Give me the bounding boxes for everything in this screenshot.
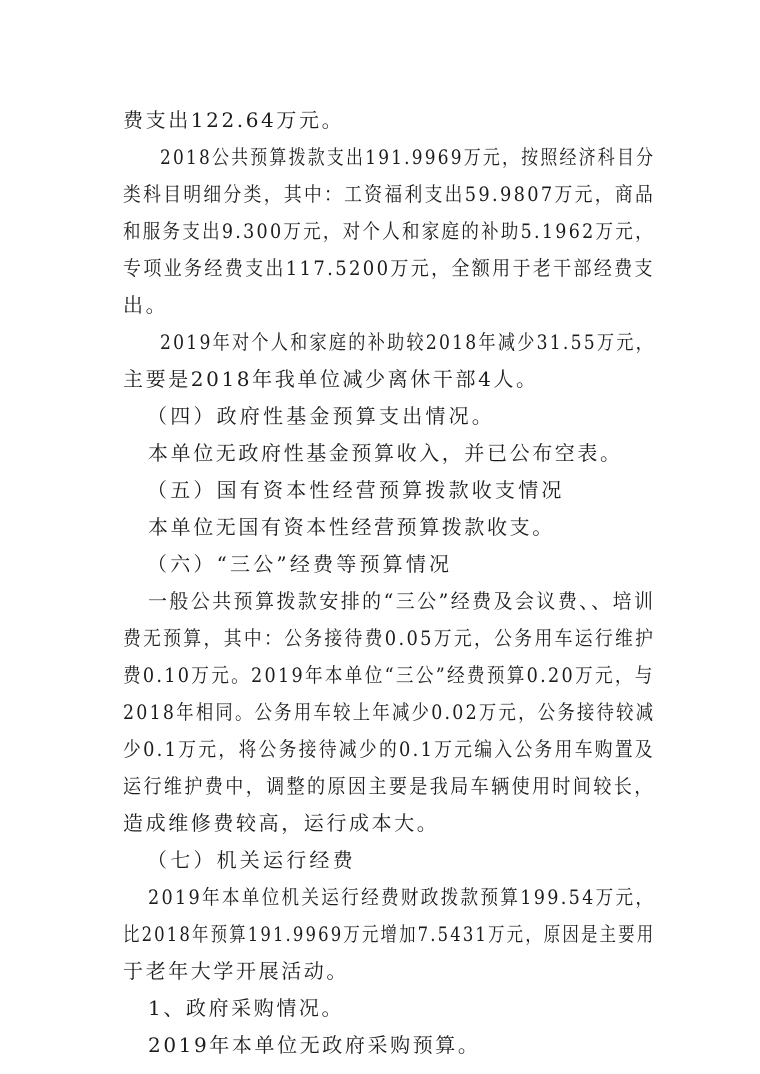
text-line: 出。 bbox=[123, 293, 169, 317]
text-line: 2018年相同。公务用车较上年减少0.02万元，公务接待较减 bbox=[123, 700, 656, 724]
text-line: 和服务支出9.300万元，对个人和家庭的补助5.1962万元， bbox=[123, 219, 655, 243]
section-heading: （六）“三公”经费等预算情况 bbox=[147, 552, 453, 576]
text-line: 费支出122.64万元。 bbox=[123, 108, 345, 132]
section-heading: （四）政府性基金预算支出情况。 bbox=[147, 404, 495, 428]
text-line: 比2018年预算191.9969万元增加7.5431万元，原因是主要用 bbox=[123, 922, 656, 946]
text-line: 费0.10万元。2019年本单位“三公”经费预算0.20万元，与 bbox=[123, 663, 655, 687]
section-heading: （七）机关运行经费 bbox=[147, 848, 356, 872]
text-line: 运行维护费中，调整的原因主要是我局车辆使用时间较长， bbox=[123, 774, 655, 798]
text-line: 专项业务经费支出117.5200万元，全额用于老干部经费支 bbox=[123, 256, 655, 280]
text-line: 少0.1万元，将公务接待减少的0.1万元编入公务用车购置及 bbox=[123, 737, 655, 761]
text-line: 2019年本单位无政府采购预算。 bbox=[148, 1033, 481, 1057]
section-heading: （五）国有资本性经营预算拨款收支情况 bbox=[147, 478, 565, 502]
text-line: 2019年对个人和家庭的补助较2018年减少31.55万元， bbox=[160, 330, 656, 354]
text-line: 1、政府采购情况。 bbox=[148, 996, 345, 1020]
text-line: 2018公共预算拨款支出191.9969万元，按照经济科目分 bbox=[160, 145, 656, 169]
text-line: 2019年本单位机关运行经费财政拨款预算199.54万元， bbox=[148, 885, 656, 909]
text-line: 本单位无政府性基金预算收入，并已公布空表。 bbox=[148, 441, 623, 465]
text-line: 本单位无国有资本性经营预算拨款收支。 bbox=[148, 515, 555, 539]
text-line: 于老年大学开展活动。 bbox=[123, 959, 349, 983]
text-line: 一般公共预算拨款安排的“三公”经费及会议费、、培训 bbox=[148, 589, 656, 613]
text-line: 造成维修费较高，运行成本大。 bbox=[123, 811, 440, 835]
text-line: 类科目明细分类，其中：工资福利支出59.9807万元，商品 bbox=[123, 182, 656, 206]
text-line: 费无预算，其中：公务接待费0.05万元，公务用车运行维护 bbox=[123, 626, 656, 650]
text-line: 主要是2018年我单位减少离休干部4人。 bbox=[123, 367, 539, 391]
